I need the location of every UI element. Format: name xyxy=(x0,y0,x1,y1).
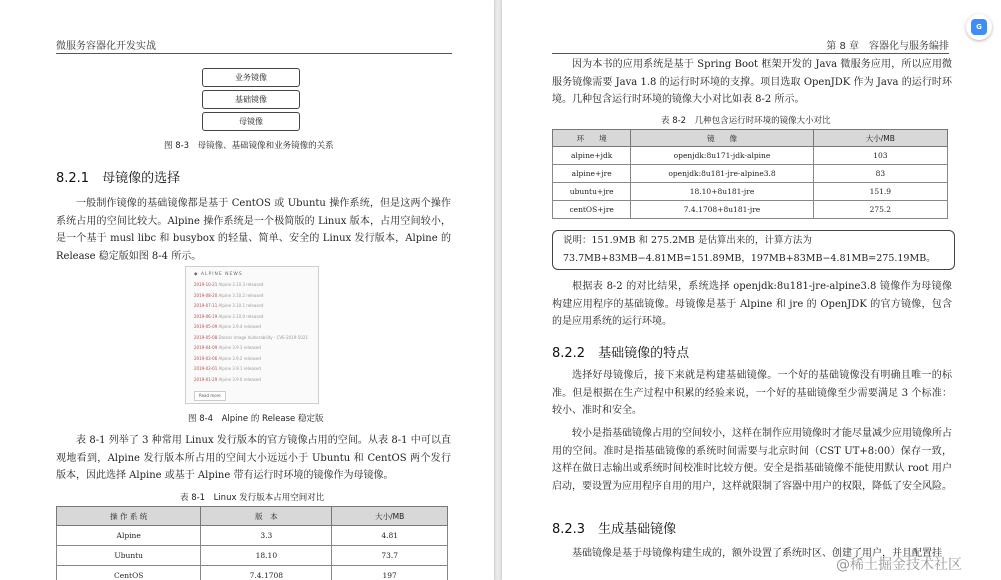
table-header-cell: 大小/MB xyxy=(332,507,448,526)
read-more-button: Read more xyxy=(194,391,226,401)
table-cell: alpine+jre xyxy=(553,165,631,183)
news-item: 2019-08-20 Alpine 3.10.2 released xyxy=(194,292,264,298)
section-8-2-3-heading: 8.2.3 生成基础镜像 xyxy=(552,522,677,537)
table-header-row xyxy=(57,507,448,526)
table-cell: 7.4.1708+8u181-jre xyxy=(631,201,813,219)
table-cell: 7.4.1708 xyxy=(201,566,332,580)
news-item: 2019-06-19 Alpine 3.10.0 released xyxy=(194,313,264,319)
table-cell: 18.10 xyxy=(201,546,332,566)
news-item: 2019-04-09 Alpine 3.9.3 released xyxy=(194,345,261,350)
diagram-box-parent-image: 母镜像 xyxy=(202,112,300,131)
table-cell: Alpine xyxy=(57,526,201,546)
figure-8-4-caption: 图 8-4 Alpine 的 Release 稳定版 xyxy=(188,414,324,424)
note-text: 151.9MB 和 275.2MB 是估算出来的，计算方法为 73.7MB+83MB−4.81MB=151.89MB，197MB+83MB−4.81MB=275.19MB。 xyxy=(563,235,936,264)
table-cell: CentOS xyxy=(57,566,201,580)
news-item: 2019-05-09 Alpine 3.9.4 released xyxy=(194,324,261,329)
table-header-cell: 操 作 系 统 xyxy=(57,507,201,526)
table-cell: alpine+jdk xyxy=(553,147,631,165)
table-8-1-intro-paragraph: 表 8-1 列举了 3 种常用 Linux 发行版本的官方镜像占用的空间。从表 8-1 中可以直观地看到，Alpine 发行版本所占用的空间大小远远小于 Ubuntu 和 CentOS 两个发行版本，因此选择 Alpine 或基于 Alpine 带有运行时环境的镜像作为母镜像。 xyxy=(56,435,451,481)
table-cell: ubuntu+jre xyxy=(553,183,631,201)
diagram-box-business-image: 业务镜像 xyxy=(202,68,300,87)
runtime-intro-paragraph: 因为本书的应用系统是基于 Spring Boot 框架开发的 Java 微服务应用，所以应用微服务镜像需要 Java 1.8 的运行时环境的支撑。项目选取 OpenJDK 作为 Java 的运行时环境。几种包含运行时环境的镜像大小对比如表 8-2 所示。 xyxy=(552,59,952,105)
running-head-left: 微服务容器化开发实战 xyxy=(56,41,156,52)
news-item: 2019-03-01 Alpine 3.9.1 released xyxy=(194,366,261,371)
table-8-2 xyxy=(552,129,948,219)
table-header-cell: 大小/MB xyxy=(813,130,947,147)
table-row xyxy=(553,201,948,219)
table-cell: 73.7 xyxy=(332,546,448,566)
table-row xyxy=(553,147,948,165)
table-row xyxy=(57,546,448,566)
table-header-cell: 环 境 xyxy=(553,130,631,147)
table-cell: 103 xyxy=(813,147,947,165)
watermark: @稀土掘金技术社区 xyxy=(836,557,962,573)
news-item: 2019-05-08 Docker Image Vulnerability - CVE-2019-5021 xyxy=(194,334,308,340)
running-head-right: 第 8 章 容器化与服务编排 xyxy=(826,41,949,52)
table-cell: 3.3 xyxy=(201,526,332,546)
table-cell: 275.2 xyxy=(813,201,947,219)
alpine-news-list xyxy=(194,282,314,387)
table-cell: centOS+jre xyxy=(553,201,631,219)
section-8-2-3-paragraph: 基础镜像是基于母镜像构建生成的，额外设置了系统时区、创建了用户，并且配置挂 xyxy=(572,548,942,559)
news-item: 2019-01-29 Alpine 3.9.0 released xyxy=(194,376,261,382)
alpine-news-screenshot xyxy=(185,266,319,404)
table-8-2-result-paragraph: 根据表 8-2 的对比结果，系统选择 openjdk:8u181-jre-alpine3.8 镜像作为母镜像构建应用程序的基础镜像。母镜像是基于 Alpine 和 jre 的 OpenJDK 的官方镜像，包含的是应用系统的运行环境。 xyxy=(552,281,952,327)
table-row xyxy=(57,526,448,546)
table-row xyxy=(553,183,948,201)
table-header-cell: 版 本 xyxy=(201,507,332,526)
section-8-2-2-heading: 8.2.2 基础镜像的特点 xyxy=(552,346,690,361)
table-cell: 151.9 xyxy=(813,183,947,201)
section-8-2-2-paragraph-1: 选择好母镜像后，接下来就是构建基础镜像。一个好的基础镜像没有明确且唯一的标准。但是根据在生产过程中积累的经验来说，一个好的基础镜像至少需要满足 3 个标准：较小、准时和安全。 xyxy=(552,370,952,416)
table-cell: openjdk:8u171-jdk-alpine xyxy=(631,147,813,165)
alpine-news-title: ◆ ALPINE NEWS xyxy=(194,272,243,277)
note-box xyxy=(552,230,955,270)
table-cell: 18.10+8u181-jre xyxy=(631,183,813,201)
translate-icon: G xyxy=(971,19,987,35)
left-page xyxy=(0,0,494,580)
header-rule-left xyxy=(56,53,452,54)
note-label: 说明： xyxy=(563,235,592,246)
news-item: 2019-03-06 Alpine 3.9.2 released xyxy=(194,355,261,361)
header-rule-right xyxy=(552,53,949,54)
table-cell: 4.81 xyxy=(332,526,448,546)
news-item: 2019-10-21 Alpine 3.10.3 released xyxy=(194,282,264,287)
diagram-box-base-image: 基础镜像 xyxy=(202,90,300,109)
table-cell: 83 xyxy=(813,165,947,183)
table-8-1-caption: 表 8-1 Linux 发行版本占用空间对比 xyxy=(180,493,325,503)
floating-app-button[interactable] xyxy=(966,14,992,40)
section-8-2-1-heading: 8.2.1 母镜像的选择 xyxy=(56,171,181,186)
figure-8-3-caption: 图 8-3 母镜像、基础镜像和业务镜像的关系 xyxy=(164,141,334,151)
table-cell: Ubuntu xyxy=(57,546,201,566)
section-8-2-2-paragraph-2: 较小是指基础镜像占用的空间较小，这样在制作应用镜像时才能尽量减少应用镜像所占用的空间。准时是指基础镜像的系统时间需要与北京时间（CST UT+8:00）保存一致，这样在做日志输出或系统时间校准时比较方便。安全是指基础镜像不能使用默认 root 用户启动，要设置为应用程序自用的用户，这样就限制了容器中用户的权限，降低了安全风险。 xyxy=(552,428,952,492)
table-row xyxy=(553,165,948,183)
table-8-2-caption: 表 8-2 几种包含运行时环境的镜像大小对比 xyxy=(661,116,831,126)
section-8-2-1-paragraph: 一般制作镜像的基础镜像都是基于 CentOS 或 Ubuntu 操作系统，但是这两个操作系统占用的空间比较大。Alpine 操作系统是一个极简版的 Linux 版本，占用空间较小，是一个基于 musl libc 和 busybox 的轻量、简单、安全的 Linux 发行版本，Alpine 的 Release 稳定版如图 8-4 所示。 xyxy=(56,198,451,262)
alpine-logo-icon: ◆ xyxy=(194,272,201,277)
table-row xyxy=(57,566,448,580)
news-item: 2019-07-11 Alpine 3.10.1 released xyxy=(194,303,264,308)
table-header-row xyxy=(553,130,948,147)
table-8-1 xyxy=(56,506,448,580)
table-cell: openjdk:8u181-jre-alpine3.8 xyxy=(631,165,813,183)
table-header-cell: 镜 像 xyxy=(631,130,813,147)
table-cell: 197 xyxy=(332,566,448,580)
